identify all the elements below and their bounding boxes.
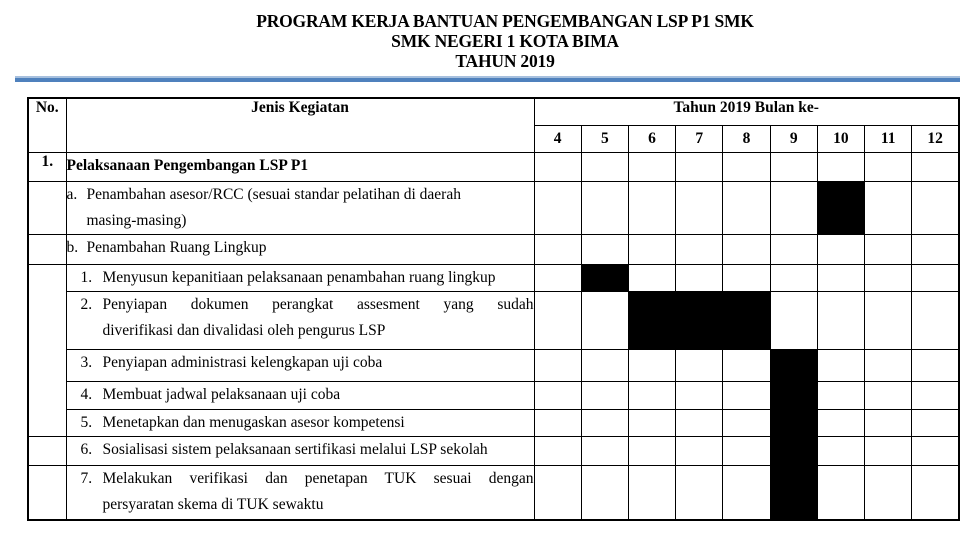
table-row xyxy=(28,349,959,381)
table-row xyxy=(28,181,959,234)
activity-cell xyxy=(66,409,534,436)
item-marker: b. xyxy=(66,238,79,256)
activity-cell xyxy=(66,436,534,465)
month-cell xyxy=(865,264,912,291)
row-number-cell xyxy=(28,436,66,465)
table-header-row xyxy=(28,98,959,125)
activity-line: diverifikasi dan divalidasi oleh pengurus LSP xyxy=(102,321,386,339)
item-marker: 6. xyxy=(80,440,93,458)
row-number-cell xyxy=(28,181,66,234)
activity-line: Pelaksanaan Pengembangan LSP P1 xyxy=(66,156,309,174)
activity-cell xyxy=(66,381,534,409)
month-cell xyxy=(865,181,912,234)
month-cell xyxy=(534,409,581,436)
month-cell xyxy=(628,349,675,381)
month-cell xyxy=(628,264,675,291)
document-title xyxy=(30,11,980,71)
activity-cell xyxy=(66,264,534,291)
month-cell xyxy=(581,381,628,409)
activity-line: Penambahan Ruang Lingkup xyxy=(86,238,267,256)
month-cell xyxy=(581,465,628,520)
program-table xyxy=(27,97,960,521)
table-row xyxy=(28,409,959,436)
month-cell xyxy=(912,181,959,234)
month-cell xyxy=(581,349,628,381)
month-cell xyxy=(628,381,675,409)
month-cell xyxy=(912,291,959,349)
month-cell xyxy=(912,264,959,291)
item-marker: 1. xyxy=(80,268,93,286)
month-cell xyxy=(676,152,723,181)
gantt-fill-cell xyxy=(676,291,723,349)
month-cell xyxy=(676,264,723,291)
gantt-fill-cell xyxy=(628,291,675,349)
month-header-cell: 10 xyxy=(817,125,864,152)
month-cell xyxy=(581,152,628,181)
item-marker: 4. xyxy=(80,385,93,403)
month-cell xyxy=(676,349,723,381)
month-cell xyxy=(534,465,581,520)
month-cell xyxy=(723,181,770,234)
month-cell xyxy=(723,465,770,520)
gantt-fill-cell xyxy=(770,381,817,409)
month-header-cell: 6 xyxy=(628,125,675,152)
month-cell xyxy=(676,409,723,436)
month-cell xyxy=(628,152,675,181)
month-cell xyxy=(534,381,581,409)
month-cell xyxy=(865,409,912,436)
activity-line: Sosialisasi sistem pelaksanaan sertifikasi melalui LSP sekolah xyxy=(102,440,488,458)
month-cell xyxy=(581,436,628,465)
table-row xyxy=(28,381,959,409)
horizontal-rule xyxy=(15,76,960,82)
month-cell xyxy=(770,181,817,234)
month-cell xyxy=(817,436,864,465)
month-cell xyxy=(581,409,628,436)
month-cell xyxy=(628,181,675,234)
month-cell xyxy=(912,465,959,520)
gantt-fill-cell xyxy=(770,349,817,381)
month-cell xyxy=(770,152,817,181)
activity-cell xyxy=(66,234,534,264)
row-number-cell xyxy=(28,264,66,436)
table-row xyxy=(28,264,959,291)
month-cell xyxy=(817,409,864,436)
month-cell xyxy=(817,349,864,381)
activity-cell xyxy=(66,152,534,181)
month-header-cell: 4 xyxy=(534,125,581,152)
month-header-cell: 5 xyxy=(581,125,628,152)
activity-line: persyaratan skema di TUK sewaktu xyxy=(102,495,324,513)
month-cell xyxy=(628,436,675,465)
month-cell xyxy=(723,349,770,381)
col-header-activity: Jenis Kegiatan xyxy=(66,98,534,152)
month-cell xyxy=(581,234,628,264)
item-marker: a. xyxy=(66,185,78,203)
month-cell xyxy=(676,381,723,409)
month-cell xyxy=(912,381,959,409)
month-cell xyxy=(723,381,770,409)
activity-cell xyxy=(66,291,534,349)
month-cell xyxy=(534,291,581,349)
month-cell xyxy=(865,465,912,520)
activity-line: masing-masing) xyxy=(86,211,187,229)
month-cell xyxy=(676,181,723,234)
month-cell xyxy=(817,234,864,264)
activity-cell xyxy=(66,181,534,234)
month-cell xyxy=(534,181,581,234)
month-cell xyxy=(723,234,770,264)
gantt-fill-cell xyxy=(581,264,628,291)
title-line-1: PROGRAM KERJA BANTUAN PENGEMBANGAN LSP P1 SMK xyxy=(256,11,754,31)
month-cell xyxy=(912,349,959,381)
month-cell xyxy=(865,152,912,181)
activity-line: Penyiapan administrasi kelengkapan uji coba xyxy=(102,353,383,371)
month-cell xyxy=(581,181,628,234)
col-header-months-group: Tahun 2019 Bulan ke- xyxy=(534,98,959,125)
month-cell xyxy=(723,264,770,291)
activity-line: Penambahan asesor/RCC (sesuai standar pelatihan di daerah xyxy=(86,185,461,203)
month-cell xyxy=(534,234,581,264)
month-cell xyxy=(865,436,912,465)
month-cell xyxy=(865,234,912,264)
item-marker: 7. xyxy=(80,469,93,487)
month-header-cell: 9 xyxy=(770,125,817,152)
title-line-2: SMK NEGERI 1 KOTA BIMA xyxy=(391,31,619,51)
table-row xyxy=(28,465,959,520)
gantt-fill-cell xyxy=(770,465,817,520)
month-cell xyxy=(676,234,723,264)
activity-cell xyxy=(66,465,534,520)
activity-cell xyxy=(66,349,534,381)
gantt-fill-cell xyxy=(817,181,864,234)
month-cell xyxy=(865,349,912,381)
month-cell xyxy=(534,264,581,291)
month-cell xyxy=(865,291,912,349)
month-cell xyxy=(770,264,817,291)
row-number-cell xyxy=(28,234,66,264)
activity-line: Menyusun kepanitiaan pelaksanaan penambahan ruang lingkup xyxy=(102,268,496,286)
month-cell xyxy=(817,465,864,520)
table-row xyxy=(28,152,959,181)
month-header-cell: 7 xyxy=(676,125,723,152)
month-cell xyxy=(817,264,864,291)
month-cell xyxy=(770,291,817,349)
gantt-fill-cell xyxy=(770,436,817,465)
gantt-fill-cell xyxy=(770,409,817,436)
item-marker: 5. xyxy=(80,413,93,431)
month-cell xyxy=(912,152,959,181)
activity-line: Melakukan verifikasi dan penetapan TUK sesuai dengan xyxy=(102,469,534,487)
gantt-fill-cell xyxy=(723,291,770,349)
month-cell xyxy=(912,234,959,264)
month-cell xyxy=(865,381,912,409)
col-header-no: No. xyxy=(28,98,66,152)
month-cell xyxy=(628,234,675,264)
month-cell xyxy=(912,409,959,436)
month-cell xyxy=(817,381,864,409)
month-cell xyxy=(676,436,723,465)
table-row xyxy=(28,436,959,465)
title-line-3: TAHUN 2019 xyxy=(455,51,555,71)
month-cell xyxy=(534,436,581,465)
month-cell xyxy=(817,152,864,181)
month-cell xyxy=(628,409,675,436)
item-marker: 2. xyxy=(80,295,93,313)
month-cell xyxy=(723,409,770,436)
activity-line: Menetapkan dan menugaskan asesor kompetensi xyxy=(102,413,405,431)
month-header-cell: 8 xyxy=(723,125,770,152)
month-cell xyxy=(723,152,770,181)
table-row xyxy=(28,234,959,264)
row-number-cell xyxy=(28,465,66,520)
activity-line: Penyiapan dokumen perangkat assesment yang sudah xyxy=(102,295,534,313)
month-header-cell: 12 xyxy=(912,125,959,152)
row-number-cell: 1. xyxy=(28,152,66,181)
month-cell xyxy=(912,436,959,465)
month-cell xyxy=(723,436,770,465)
month-cell xyxy=(770,234,817,264)
activity-line: Membuat jadwal pelaksanaan uji coba xyxy=(102,385,341,403)
month-cell xyxy=(581,291,628,349)
month-cell xyxy=(817,291,864,349)
month-cell xyxy=(676,465,723,520)
month-cell xyxy=(534,152,581,181)
month-cell xyxy=(628,465,675,520)
item-marker: 3. xyxy=(80,353,93,371)
month-cell xyxy=(534,349,581,381)
month-header-cell: 11 xyxy=(865,125,912,152)
table-row xyxy=(28,291,959,349)
